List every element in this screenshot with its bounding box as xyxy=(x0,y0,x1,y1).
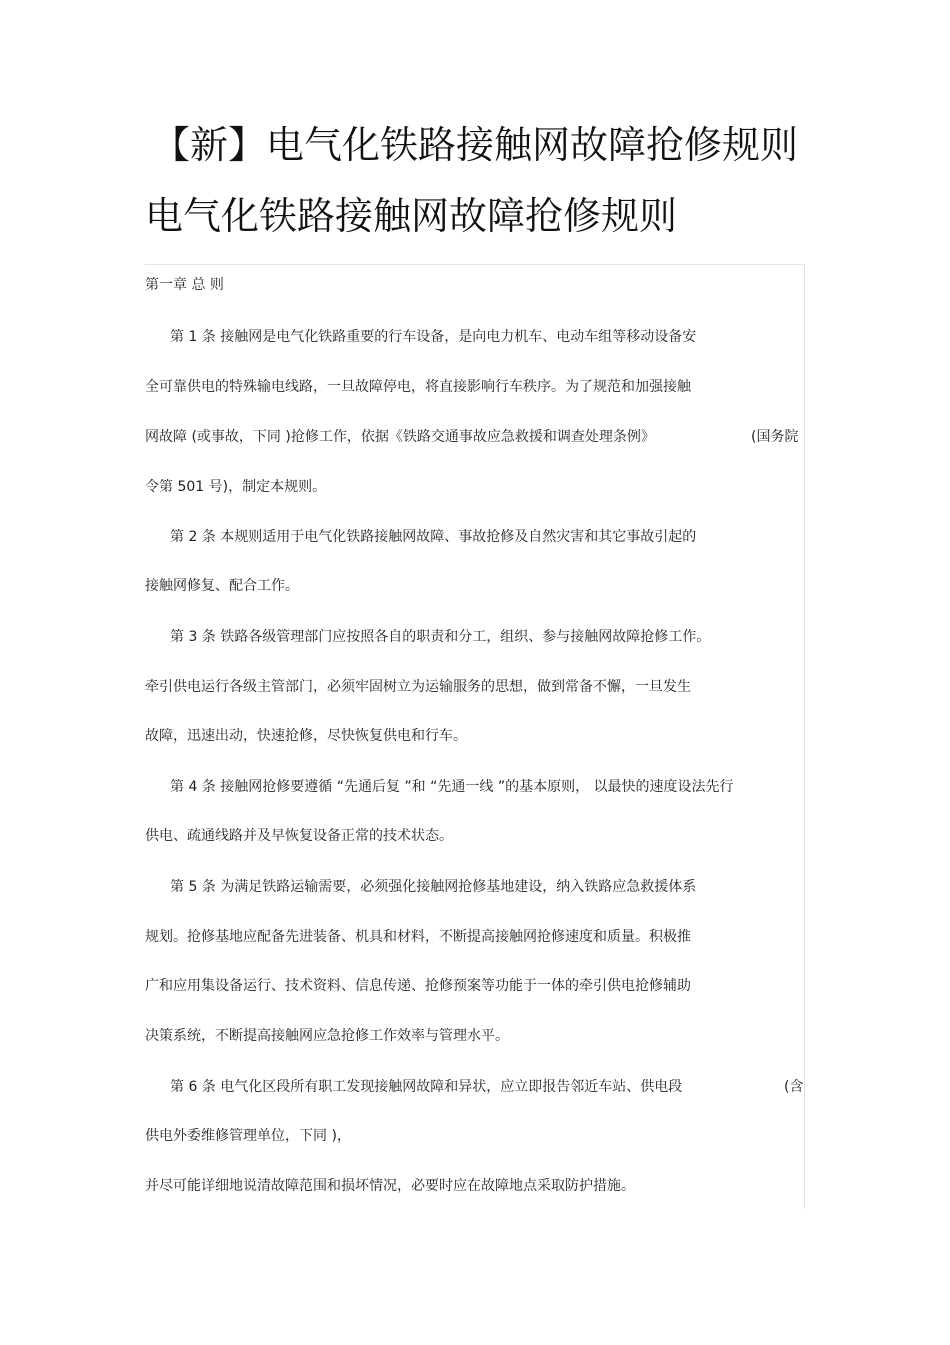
article-3-line-2: 牵引供电运行各级主管部门，必须牢固树立为运输服务的思想，做到常备不懈，一旦发生 xyxy=(145,679,691,695)
article-1-line-3: 网故障 (或事故，下同 )抢修工作，依据《铁路交通事故应急救援和调查处理条例》 xyxy=(145,429,655,445)
article-5-line-1: 第 5 条 为满足铁路运输需要，必须强化接触网抢修基地建设，纳入铁路应急救援体系 xyxy=(170,879,697,895)
article-4-line-1: 第 4 条 接触网抢修要遵循 “先通后复 ”和 “先通一线 ”的基本原则， 以最快的速度设法先行 xyxy=(170,779,734,795)
article-3-line-1: 第 3 条 铁路各级管理部门应按照各自的职责和分工，组织、参与接触网故障抢修工作。 xyxy=(170,629,711,645)
article-1-line-4: 令第 501 号)，制定本规则。 xyxy=(145,479,327,495)
article-5-line-3: 广和应用集设备运行、技术资料、信息传递、抢修预案等功能于一体的牵引供电抢修辅助 xyxy=(145,978,691,994)
document-subtitle: 电气化铁路接触网故障抢修规则 xyxy=(145,194,678,238)
article-6-line-1: 第 6 条 电气化区段所有职工发现接触网故障和异状，应立即报告邻近车站、供电段 xyxy=(170,1079,683,1095)
article-2-line-1: 第 2 条 本规则适用于电气化铁路接触网故障、事故抢修及自然灾害和其它事故引起的 xyxy=(170,529,697,545)
article-2-line-2: 接触网修复、配合工作。 xyxy=(145,578,299,594)
document-title: 【新】电气化铁路接触网故障抢修规则 xyxy=(152,123,799,167)
article-5-line-4: 决策系统，不断提高接触网应急抢修工作效率与管理水平。 xyxy=(145,1028,509,1044)
article-6-line-1-tail: (含 xyxy=(784,1079,804,1095)
article-1-line-1: 第 1 条 接触网是电气化铁路重要的行车设备，是向电力机车、电动车组等移动设备安 xyxy=(170,329,697,345)
article-1-line-3-tail: (国务院 xyxy=(751,429,799,445)
article-4-line-2: 供电、疏通线路并及早恢复设备正常的技术状态。 xyxy=(145,828,453,844)
article-3-line-3: 故障，迅速出动，快速抢修，尽快恢复供电和行车。 xyxy=(145,728,467,744)
chapter-heading: 第一章 总 则 xyxy=(145,277,224,293)
article-6-line-2: 供电外委维修管理单位，下同 )， xyxy=(145,1128,351,1144)
content-frame-top-border xyxy=(145,264,805,265)
article-6-line-3: 并尽可能详细地说清故障范围和损坏情况，必要时应在故障地点采取防护措施。 xyxy=(145,1178,635,1194)
content-frame-right-border xyxy=(804,264,805,1209)
article-5-line-2: 规划。抢修基地应配备先进装备、机具和材料，不断提高接触网抢修速度和质量。积极推 xyxy=(145,929,691,945)
article-1-line-2: 全可靠供电的特殊输电线路，一旦故障停电，将直接影响行车秩序。为了规范和加强接触 xyxy=(145,379,691,395)
